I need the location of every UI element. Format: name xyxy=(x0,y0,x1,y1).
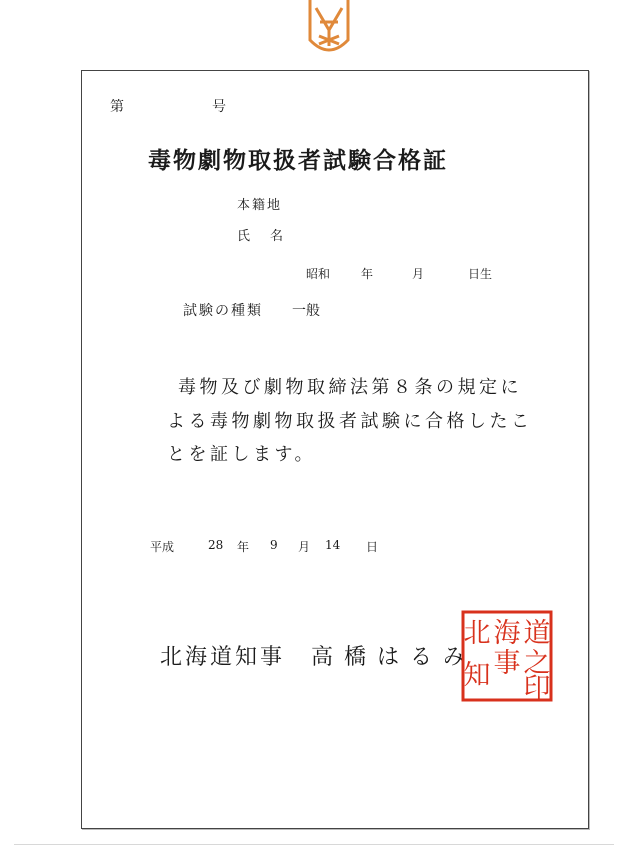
issue-day: 14 xyxy=(325,538,341,552)
birth-year-label: 年 xyxy=(361,267,374,281)
official-seal-icon xyxy=(461,610,553,702)
birth-era: 昭和 xyxy=(306,267,331,281)
svg-text:事: 事 xyxy=(493,648,521,679)
issue-year: 28 xyxy=(208,538,224,552)
body-line-3: とを証します。 xyxy=(167,444,317,465)
scan-edge-line xyxy=(14,844,614,845)
exam-type-value: 一般 xyxy=(292,303,320,319)
svg-text:海: 海 xyxy=(493,618,521,649)
exam-type-label: 試験の種類 xyxy=(183,303,263,319)
domicile-label: 本籍地 xyxy=(237,198,283,213)
issue-month: 9 xyxy=(270,538,278,552)
issue-era: 平成 xyxy=(150,540,175,554)
svg-text:北: 北 xyxy=(463,618,491,649)
svg-text:知: 知 xyxy=(463,660,491,691)
svg-text:道: 道 xyxy=(523,618,551,649)
certificate-title: 毒物劇物取扱者試験合格証 xyxy=(148,147,448,174)
issue-day-label: 日 xyxy=(366,540,379,554)
top-partial-seal-icon xyxy=(306,0,352,56)
issuer-name: 高橋はるみ xyxy=(311,645,477,670)
number-prefix: 第 xyxy=(110,99,124,115)
name-label: 氏名 xyxy=(237,229,304,244)
birth-day-label: 日生 xyxy=(468,267,493,281)
number-suffix: 号 xyxy=(212,99,226,115)
issuer-title: 北海道知事 xyxy=(160,645,286,670)
svg-text:之: 之 xyxy=(523,648,551,679)
svg-text:印: 印 xyxy=(523,673,551,702)
birth-month-label: 月 xyxy=(412,267,425,281)
issue-year-label: 年 xyxy=(237,540,250,554)
body-line-1: 毒物及び劇物取締法第８条の規定に xyxy=(178,377,522,398)
issue-month-label: 月 xyxy=(298,540,311,554)
certificate-number xyxy=(110,96,226,116)
body-line-2: よる毒物劇物取扱者試験に合格したこ xyxy=(167,411,533,432)
